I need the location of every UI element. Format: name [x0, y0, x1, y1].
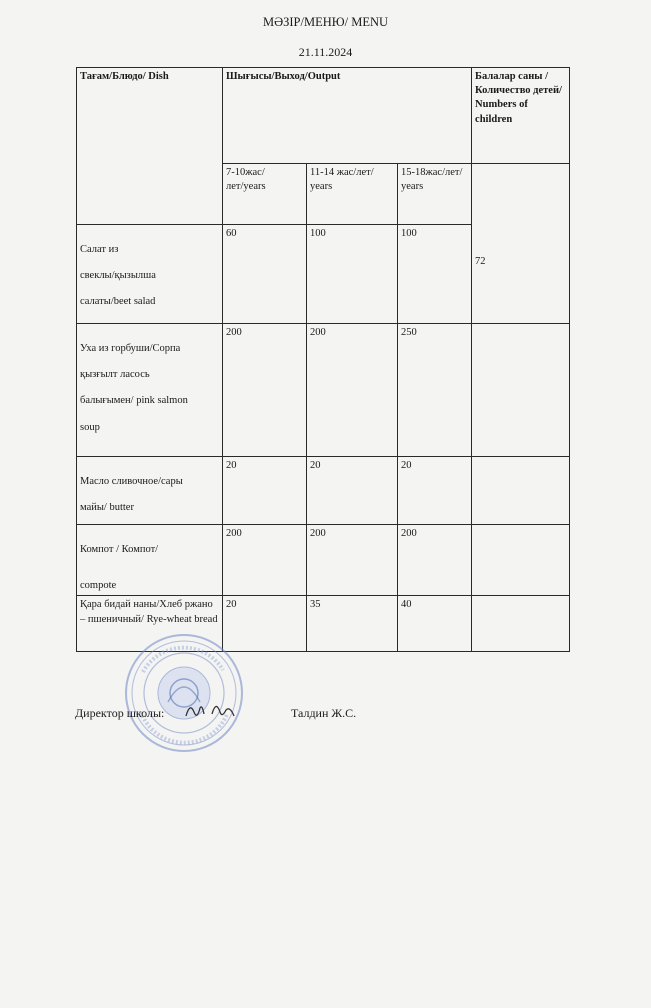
dish-line: Уха из горбуши/Сорпа [80, 343, 181, 354]
director-name: Талдин Ж.С. [291, 706, 357, 720]
dish-line: Салат из [80, 244, 119, 255]
dish-cell [77, 324, 223, 457]
director-signature [182, 698, 244, 724]
output-value: 20 [223, 596, 307, 652]
table-row [77, 525, 570, 596]
header-dish: Тағам/Блюдо/ Dish [77, 68, 223, 225]
dish-line: Компот / Компот/ [80, 544, 159, 555]
output-value: 200 [398, 525, 472, 596]
output-value: 20 [398, 457, 472, 525]
director-label: Директор школы: [75, 706, 165, 720]
dish-line: soup [80, 421, 100, 433]
dish-line: балығымен/ pink salmon [80, 395, 188, 407]
age-group-7-10: 7-10жас/лет/years [223, 164, 307, 225]
school-seal-stamp [123, 632, 245, 754]
empty-cell [472, 324, 570, 457]
dish-line: свеклы/қызылша [80, 270, 156, 282]
empty-cell [472, 457, 570, 525]
table-row [77, 324, 570, 457]
age-group-11-14: 11-14 жас/лет/ years [307, 164, 398, 225]
output-value: 200 [223, 324, 307, 457]
dish-line: қызғылт ласось [80, 369, 150, 381]
dish-cell [77, 225, 223, 324]
output-value: 40 [398, 596, 472, 652]
output-value: 20 [307, 457, 398, 525]
table-row [77, 457, 570, 525]
dish-cell [77, 525, 223, 596]
menu-table [76, 67, 570, 652]
dish-line: Қара бидай наны/Хлеб ржано – пшеничный/ Rye-wheat bread [80, 599, 218, 625]
output-value: 200 [307, 525, 398, 596]
output-value: 100 [398, 225, 472, 324]
document-title: МӘЗІР/МЕНЮ/ MENU [262, 15, 389, 29]
header-children: Балалар саны /Количество детей/ Numbers of children [472, 68, 570, 164]
dish-cell [77, 457, 223, 525]
empty-cell [472, 596, 570, 652]
output-value: 250 [398, 324, 472, 457]
dish-line: майы/ butter [80, 502, 134, 514]
output-value: 200 [223, 525, 307, 596]
dish-line: compote [80, 580, 117, 592]
output-value: 20 [223, 457, 307, 525]
dish-line: Масло сливочное/сары [80, 476, 183, 487]
output-value: 60 [223, 225, 307, 324]
output-value: 35 [307, 596, 398, 652]
output-value: 100 [307, 225, 398, 324]
document-date: 21.11.2024 [298, 45, 353, 59]
output-value: 200 [307, 324, 398, 457]
empty-cell [472, 525, 570, 596]
dish-line: салаты/beet salad [80, 296, 156, 308]
children-count: 72 [472, 164, 570, 324]
age-group-15-18: 15-18жас/лет/ years [398, 164, 472, 225]
header-output: Шығысы/Выход/Output [223, 68, 472, 164]
